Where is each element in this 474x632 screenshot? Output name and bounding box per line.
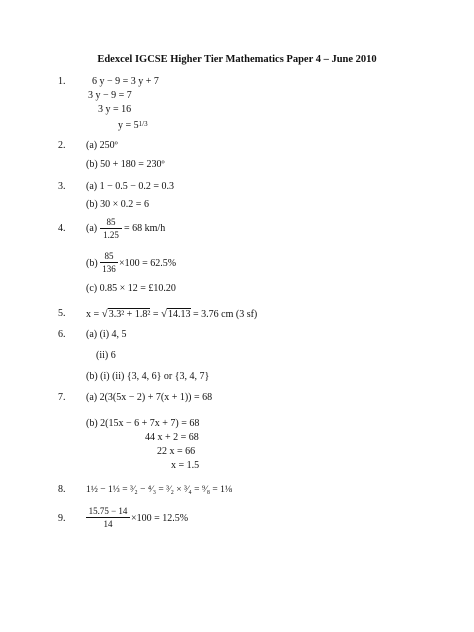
- q2-part-a: (a) 250º: [86, 140, 118, 151]
- question-number-1: 1.: [58, 76, 66, 87]
- q3-part-b: (b) 30 × 0.2 = 6: [86, 199, 149, 210]
- fraction-bar: [86, 517, 130, 518]
- q1-line-2: 3 y − 9 = 7: [88, 90, 132, 101]
- q4b-label: (b): [86, 258, 98, 269]
- q6-part-a-i: (a) (i) 4, 5: [86, 329, 127, 340]
- q4a-result: = 68 km/h: [124, 223, 166, 234]
- question-number-6: 6.: [58, 329, 66, 340]
- q7-part-b-line-2: 44 x + 2 = 68: [145, 432, 199, 443]
- question-number-5: 5.: [58, 308, 66, 319]
- question-number-2: 2.: [58, 140, 66, 151]
- q5-radicand-1: 3.3² + 1.8²: [108, 309, 151, 320]
- q6-part-b: (b) (i) (ii) {3, 4, 6} or {3, 4, 7}: [86, 371, 210, 382]
- q7-part-a: (a) 2(3(5x − 2) + 7(x + 1)) = 68: [86, 392, 213, 403]
- q9-result: ×100 = 12.5%: [131, 513, 189, 524]
- q9-denominator: 14: [103, 519, 113, 529]
- q2-part-b: (b) 50 + 180 = 230º: [86, 159, 165, 170]
- question-number-8: 8.: [58, 484, 66, 495]
- question-number-9: 9.: [58, 513, 66, 524]
- question-number-3: 3.: [58, 181, 66, 192]
- q4b-result: ×100 = 62.5%: [119, 258, 177, 269]
- q4a-label: (a): [86, 223, 98, 234]
- q4b-numerator: 85: [104, 251, 114, 261]
- q3-part-a: (a) 1 − 0.5 − 0.2 = 0.3: [86, 181, 175, 192]
- q4-part-c: (c) 0.85 × 12 = £10.20: [86, 283, 176, 294]
- q7-part-b-line-1: (b) 2(15x − 6 + 7x + 7) = 68: [86, 418, 200, 429]
- q4a-numerator: 85: [106, 217, 116, 227]
- q5-expression: x = √3.3² + 1.8² = √14.13 = 3.76 cm (3 sf): [86, 308, 258, 320]
- question-number-4: 4.: [58, 223, 66, 234]
- q6-part-a-ii: (ii) 6: [96, 350, 116, 361]
- q8-expression: 1½ − 1⅓ = ³⁄₂ − ⁴⁄₃ = ³⁄₂ × ³⁄₄ = ⁹⁄₈ = 1⅛: [86, 485, 233, 495]
- q1-line-1: 6 y − 9 = 3 y + 7: [92, 76, 159, 87]
- q4b-fraction: [100, 251, 118, 274]
- fraction-bar: [100, 228, 122, 229]
- q4a-fraction: [100, 217, 122, 240]
- q9-numerator: 15.75 − 14: [88, 506, 128, 516]
- page-title: Edexcel IGCSE Higher Tier Mathematics Paper 4 – June 2010: [97, 54, 377, 65]
- q5-radicand-2: 14.13: [168, 309, 191, 320]
- q4b-denominator: 136: [102, 264, 116, 274]
- fraction-bar: [100, 262, 118, 263]
- q9-fraction: [86, 506, 130, 529]
- question-number-7: 7.: [58, 392, 66, 403]
- q1-line-3: 3 y = 16: [98, 104, 132, 115]
- q4a-denominator: 1.25: [103, 230, 119, 240]
- q7-part-b-line-4: x = 1.5: [171, 460, 200, 471]
- q1-line-4: $y = 5^{1/3}$: [118, 120, 148, 131]
- q7-part-b-line-3: 22 x = 66: [157, 446, 196, 457]
